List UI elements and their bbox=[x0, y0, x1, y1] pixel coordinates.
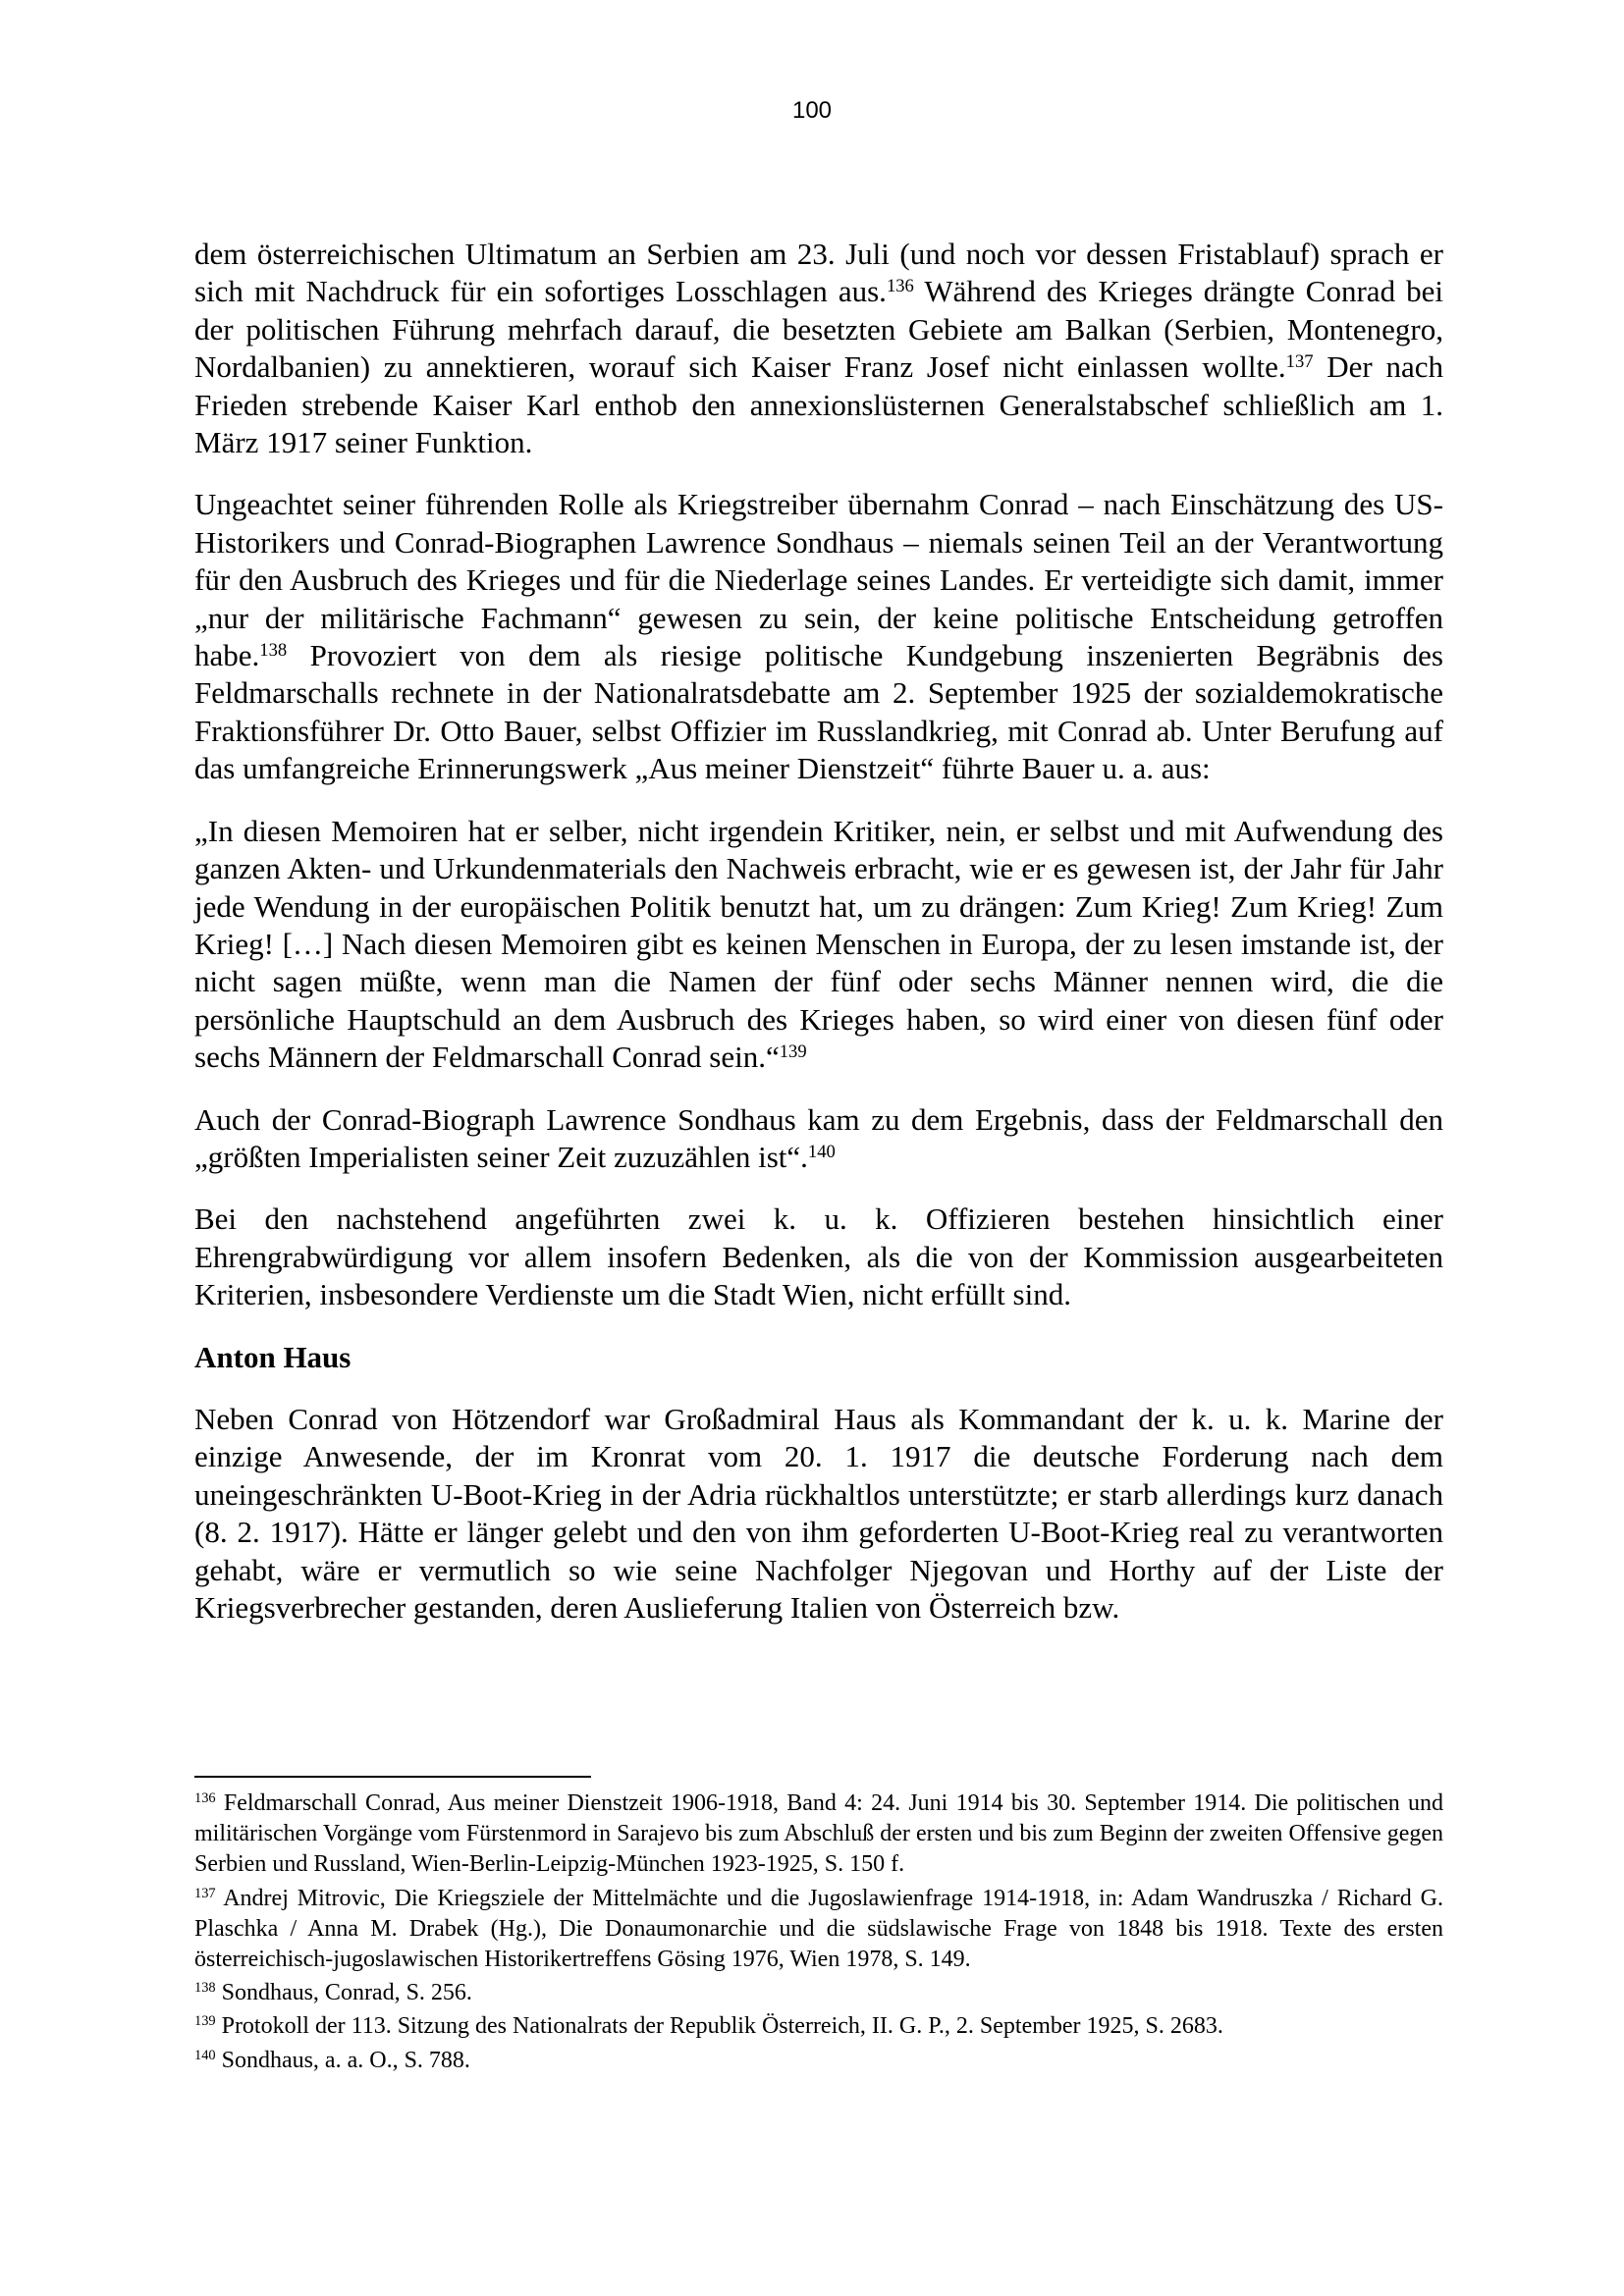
footnote-139 bbox=[194, 2011, 1443, 2042]
paragraph-officers-concerns bbox=[194, 1201, 1443, 1313]
footnote-text: Feldmarschall Conrad, Aus meiner Dienstzeit 1906-1918, Band 4: 24. Juni 1914 bis 30. September 1914. Die politischen und militärischen Vorgänge vom Fürstenmord in Sarajevo bis zum Abschluß der ersten und bis zum Beginn der zweiten Offensive gegen Serbien und Russland, Wien-Berlin-Leipzig-München 1923-1925, S. 150 f. bbox=[194, 1790, 1443, 1878]
footnote-text: Sondhaus, Conrad, S. 256. bbox=[215, 1980, 472, 2006]
footnote-number: 138 bbox=[194, 1980, 216, 1997]
footnote-ref-138[interactable]: 138 bbox=[259, 639, 288, 661]
footnotes bbox=[194, 1789, 1443, 2079]
text-run: Auch der Conrad-Biograph Lawrence Sondhaus kam zu dem Ergebnis, dass der Feldmarschall den „größten Imperialisten seiner Zeit zuzuzählen ist“. bbox=[194, 1101, 1443, 1174]
footnote-136 bbox=[194, 1789, 1443, 1881]
paragraph-anton-haus: Neben Conrad von Hötzendorf war Großadmiral Haus als Kommandant der k. u. k. Marine der einzige Anwesende, der im Kronrat vom 20. 1. 1917 die deutsche Forderung nach dem uneingeschränkten U-Boot-Krieg in der Adria rückhaltlos unterstützte; er starb allerdings kurz danach (8. 2. 1917). Hätte er länger gelebt und den von ihm geforderten U-Boot-Krieg real zu verantworten gehabt, wäre er vermutlich so wie seine Nachfolger Njegovan und Horthy auf der Liste der Kriegsverbrecher gestanden, deren Auslieferung Italien von Österreich bzw. bbox=[194, 1401, 1443, 1625]
footnote-number: 140 bbox=[194, 2047, 216, 2063]
text-run: Provoziert von dem als riesige politische Kundgebung inszenierten Begräbnis des Feldmarschalls rechnete in der Nationalratsdebatte am 2. September 1925 der sozialdemokratische Fraktionsführer Dr. Otto Bauer, selbst Offizier im Russlandkrieg, mit Conrad ab. Unter Berufung auf das umfangreiche Erinnerungswerk „Aus meiner Dienstzeit“ führte Bauer u. a. aus: bbox=[194, 638, 1443, 786]
footnote-137 bbox=[194, 1884, 1443, 1976]
text-run: „In diesen Memoiren hat er selber, nicht irgendein Kritiker, nein, er selbst und mit Aufwendung des ganzen Akten- und Urkundenmaterials den Nachweis erbracht, wie er es gewesen ist, der Jahr für Jahr jede Wendung in der europäischen Politik benutzt hat, um zu drängen: Zum Krieg! Zum Krieg! Zum Krieg! […] Nach diesen Memoiren gibt es keinen Menschen in Europa, der zu lesen imstande ist, der nicht sagen müßte, wenn man die Namen der fünf oder sechs Männer nennen wird, die die persönliche Hauptschuld an dem Ausbruch des Krieges haben, so wird einer von diesen fünf oder sechs Männern der Feldmarschall Conrad sein.“ bbox=[194, 813, 1443, 1075]
footnote-number: 136 bbox=[194, 1790, 216, 1807]
footnote-number: 137 bbox=[194, 1885, 216, 1901]
footnote-ref-139[interactable]: 139 bbox=[779, 1041, 807, 1062]
text-run: Ungeachtet seiner führenden Rolle als Kriegstreiber übernahm Conrad – nach Einschätzung des US-Historikers und Conrad-Biographen Lawrence Sondhaus – niemals seinen Teil an der Verantwortung für den Ausbruch des Krieges und für die Niederlage seines Landes. Er verteidigte sich damit, immer „nur der militärische Fachmann“ gewesen zu sein, der keine politische Entscheidung getroffen habe. bbox=[194, 487, 1443, 673]
footnote-140 bbox=[194, 2046, 1443, 2076]
paragraph-conrad-ultimatum bbox=[194, 236, 1443, 461]
paragraph-responsibility bbox=[194, 486, 1443, 787]
paragraph-bauer-quote bbox=[194, 813, 1443, 1077]
footnote-text: Andrej Mitrovic, Die Kriegsziele der Mittelmächte und die Jugoslawienfrage 1914-1918, in: Adam Wandruszka / Richard G. Plaschka / Anna M. Drabek (Hg.), Die Donaumonarchie und die südslawische Frage von 1848 bis 1918. Texte des ersten österreichisch-jugoslawischen Historikertreffens Gösing 1976, Wien 1978, S. 149. bbox=[194, 1885, 1443, 1973]
footnote-ref-136[interactable]: 136 bbox=[886, 276, 914, 297]
text-run: Während des Krieges drängte Conrad bei der politischen Führung mehrfach darauf, die besetzten Gebiete am Balkan (Serbien, Montenegro, Nordalbanien) zu annektieren, worauf sich Kaiser Franz Josef nicht einlassen wollte. bbox=[194, 274, 1443, 385]
footnote-ref-140[interactable]: 140 bbox=[807, 1141, 836, 1162]
footnote-ref-137[interactable]: 137 bbox=[1285, 351, 1314, 372]
footnote-text: Protokoll der 113. Sitzung des Nationalrats der Republik Österreich, II. G. P., 2. September 1925, S. 2683. bbox=[215, 2013, 1223, 2040]
footnote-number: 139 bbox=[194, 2013, 216, 2030]
page-number: 100 bbox=[791, 97, 833, 124]
text-run: Der nach Frieden strebende Kaiser Karl enthob den annexionslüsternen Generalstabschef schließlich am 1. März 1917 seiner Funktion. bbox=[194, 349, 1443, 460]
main-text bbox=[194, 236, 1443, 1651]
text-run: dem österreichischen Ultimatum an Serbien am 23. Juli (und noch vor dessen Fristablauf) sprach er sich mit Nachdruck für ein sofortiges Losschlagen aus. bbox=[194, 237, 1443, 309]
footnote-divider bbox=[194, 1776, 591, 1778]
footnote-text: Sondhaus, a. a. O., S. 788. bbox=[215, 2047, 470, 2073]
footnote-138 bbox=[194, 1978, 1443, 2008]
text-run: Bei den nachstehend angeführten zwei k. u. k. Offizieren bestehen hinsichtlich einer Ehrengrabwürdigung vor allem insofern Bedenken, als die von der Kommission ausgearbeiteten Kriterien, insbesondere Verdienste um die Stadt Wien, nicht erfüllt sind. bbox=[194, 1201, 1443, 1312]
paragraph-sondhaus-conclusion bbox=[194, 1101, 1443, 1177]
section-heading: Anton Haus bbox=[194, 1339, 352, 1374]
